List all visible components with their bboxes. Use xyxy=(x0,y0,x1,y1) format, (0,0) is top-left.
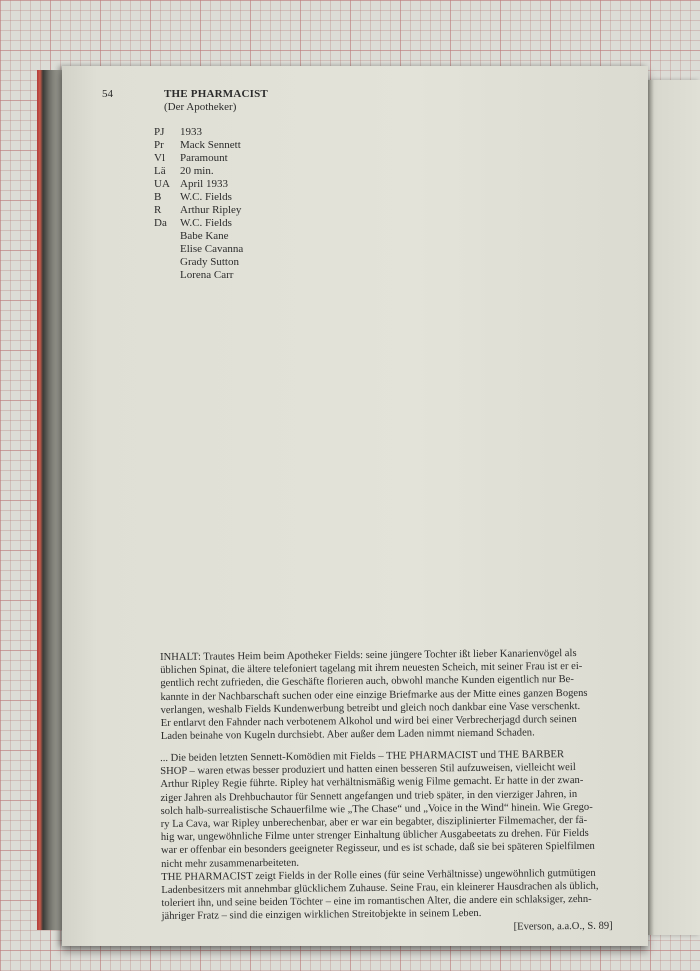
credit-value: Grady Sutton xyxy=(180,256,239,268)
credit-key xyxy=(154,256,180,269)
credit-value: 20 min. xyxy=(180,165,214,177)
text-line: ziger Jahren als Drehbuchautor für Sennett angefangen und trieb später, in den vierziger Jahren, in xyxy=(160,788,578,804)
credit-value: W.C. Fields xyxy=(180,217,232,229)
credit-value: W.C. Fields xyxy=(180,191,232,203)
text-line: Arthur Ripley Regie führte. Ripley hat verhältnismäßig wenig Filme gemacht. Er hatte in der zwan- xyxy=(160,775,584,791)
film-title: THE PHARMACIST xyxy=(164,88,268,100)
credit-row xyxy=(154,191,243,204)
text-line: Laden beinahe von Kugeln durchsiebt. Aber außer dem Laden nimmt niemand Schaden. xyxy=(160,727,535,743)
commentary-paragraph xyxy=(160,748,617,937)
text-line: ry La Cava, war Ripley unberechenbar, aber er war ein begabter, disziplinierter Filmemacher, der fä- xyxy=(160,814,588,831)
credit-row xyxy=(154,126,243,139)
text-line: gentlich recht zufrieden, die Geschäfte florieren auch, obwohl manche Kunden eigentlich nur Be- xyxy=(160,674,574,690)
credit-row xyxy=(154,256,243,269)
text-line: Er entlarvt den Fahnder nach verbotenem Alkohol und wird bei einer Verbrecherjagd durch seinen xyxy=(160,714,577,730)
text-line: ... Die beiden letzten Sennett-Komödien mit Fields – THE PHARMACIST und THE BARBER xyxy=(160,749,565,764)
text-line: INHALT: Trautes Heim beim Apotheker Fields: seine jüngere Tochter ißt lieber Kanarienvögel als xyxy=(160,648,577,663)
credit-row xyxy=(154,152,243,165)
credit-value: 1933 xyxy=(180,126,202,138)
text-line: hig war, ungewöhnliche Filme unter strenger Einhaltung üblicher Ausgabeetats zu drehen. Für Fields xyxy=(160,828,589,844)
text-line: jähriger Fratz – sind die einzigen wirklichen Streitobjekte in seinem Leben. xyxy=(161,908,482,923)
text-line: solch halb-surrealistische Schauerfilme wie „The Chase“ und „Voice in the Wind“ hinein. Wie Grego- xyxy=(160,801,593,817)
credit-key: Pr xyxy=(154,139,164,151)
credit-value: Mack Sennett xyxy=(180,139,241,151)
text-line: THE PHARMACIST zeigt Fields in der Rolle eines (für seine Verhältnisse) ungewöhnlich gutmütigen xyxy=(161,867,596,883)
credit-row xyxy=(154,269,243,282)
credit-key xyxy=(154,243,180,256)
text-line: toleriert ihn, und seine beiden Töchter – eine im romantischen Alter, die andere ein schlaksiger, zehn- xyxy=(161,894,592,910)
text-line: Ladenbesitzers mit annehmbar glücklichem Zuhause. Seine Frau, ein kleinerer Hausdrachen als üblich, xyxy=(161,880,599,897)
credit-key: Vl xyxy=(154,152,165,164)
source-citation: [Everson, a.a.O., S. 89] xyxy=(513,920,613,933)
credit-value: Lorena Carr xyxy=(180,269,234,281)
credit-row xyxy=(154,139,243,152)
credit-row xyxy=(154,230,243,243)
credit-key: PJ xyxy=(154,126,165,138)
book-page xyxy=(62,66,648,946)
credit-value: Arthur Ripley xyxy=(180,204,242,216)
credit-row xyxy=(154,217,243,230)
credit-key: Da xyxy=(154,217,167,229)
text-line: SHOP – waren etwas besser produziert und hatten einen besseren Stil aufzuweisen, vielleicht weil xyxy=(160,762,576,778)
credit-row xyxy=(154,204,243,217)
credit-key: Lä xyxy=(154,165,166,177)
credit-value: Babe Kane xyxy=(180,230,229,242)
credit-key xyxy=(154,230,180,243)
credit-value: April 1933 xyxy=(180,178,228,190)
credit-key xyxy=(154,269,180,282)
credit-key: R xyxy=(154,204,162,216)
credit-value: Paramount xyxy=(180,152,228,164)
synopsis-paragraph xyxy=(160,647,616,744)
credit-key: B xyxy=(154,191,162,203)
credits-list xyxy=(154,126,243,282)
credit-row xyxy=(154,178,243,191)
text-line: nicht mehr zusammenarbeiteten. xyxy=(161,857,300,870)
next-page-edge xyxy=(648,80,700,935)
film-subtitle: (Der Apotheker) xyxy=(164,101,237,113)
credit-value: Elise Cavanna xyxy=(180,243,244,255)
credit-row xyxy=(154,243,243,256)
text-line: üblichen Spinat, die ältere telefoniert tagelang mit ihrem neuesten Scheich, mit seiner Frau ist er ei- xyxy=(160,661,583,677)
credit-row xyxy=(154,165,243,178)
text-line: kannte in der Nachbarschaft suchen oder eine einzige Briefmarke aus der Mitte eines ganzen Bogens xyxy=(160,687,588,703)
credit-key: UA xyxy=(154,178,170,190)
page-number: 54 xyxy=(102,88,113,100)
text-line: verlangen, weshalb Fields Kundenwerbung betreibt und gleich noch dankbar eine Vase verschenkt. xyxy=(160,700,581,716)
text-line: war er offenbar ein besonders geeigneter Regisseur, und es ist schade, daß sie bei späteren Spielfilmen xyxy=(160,841,595,857)
